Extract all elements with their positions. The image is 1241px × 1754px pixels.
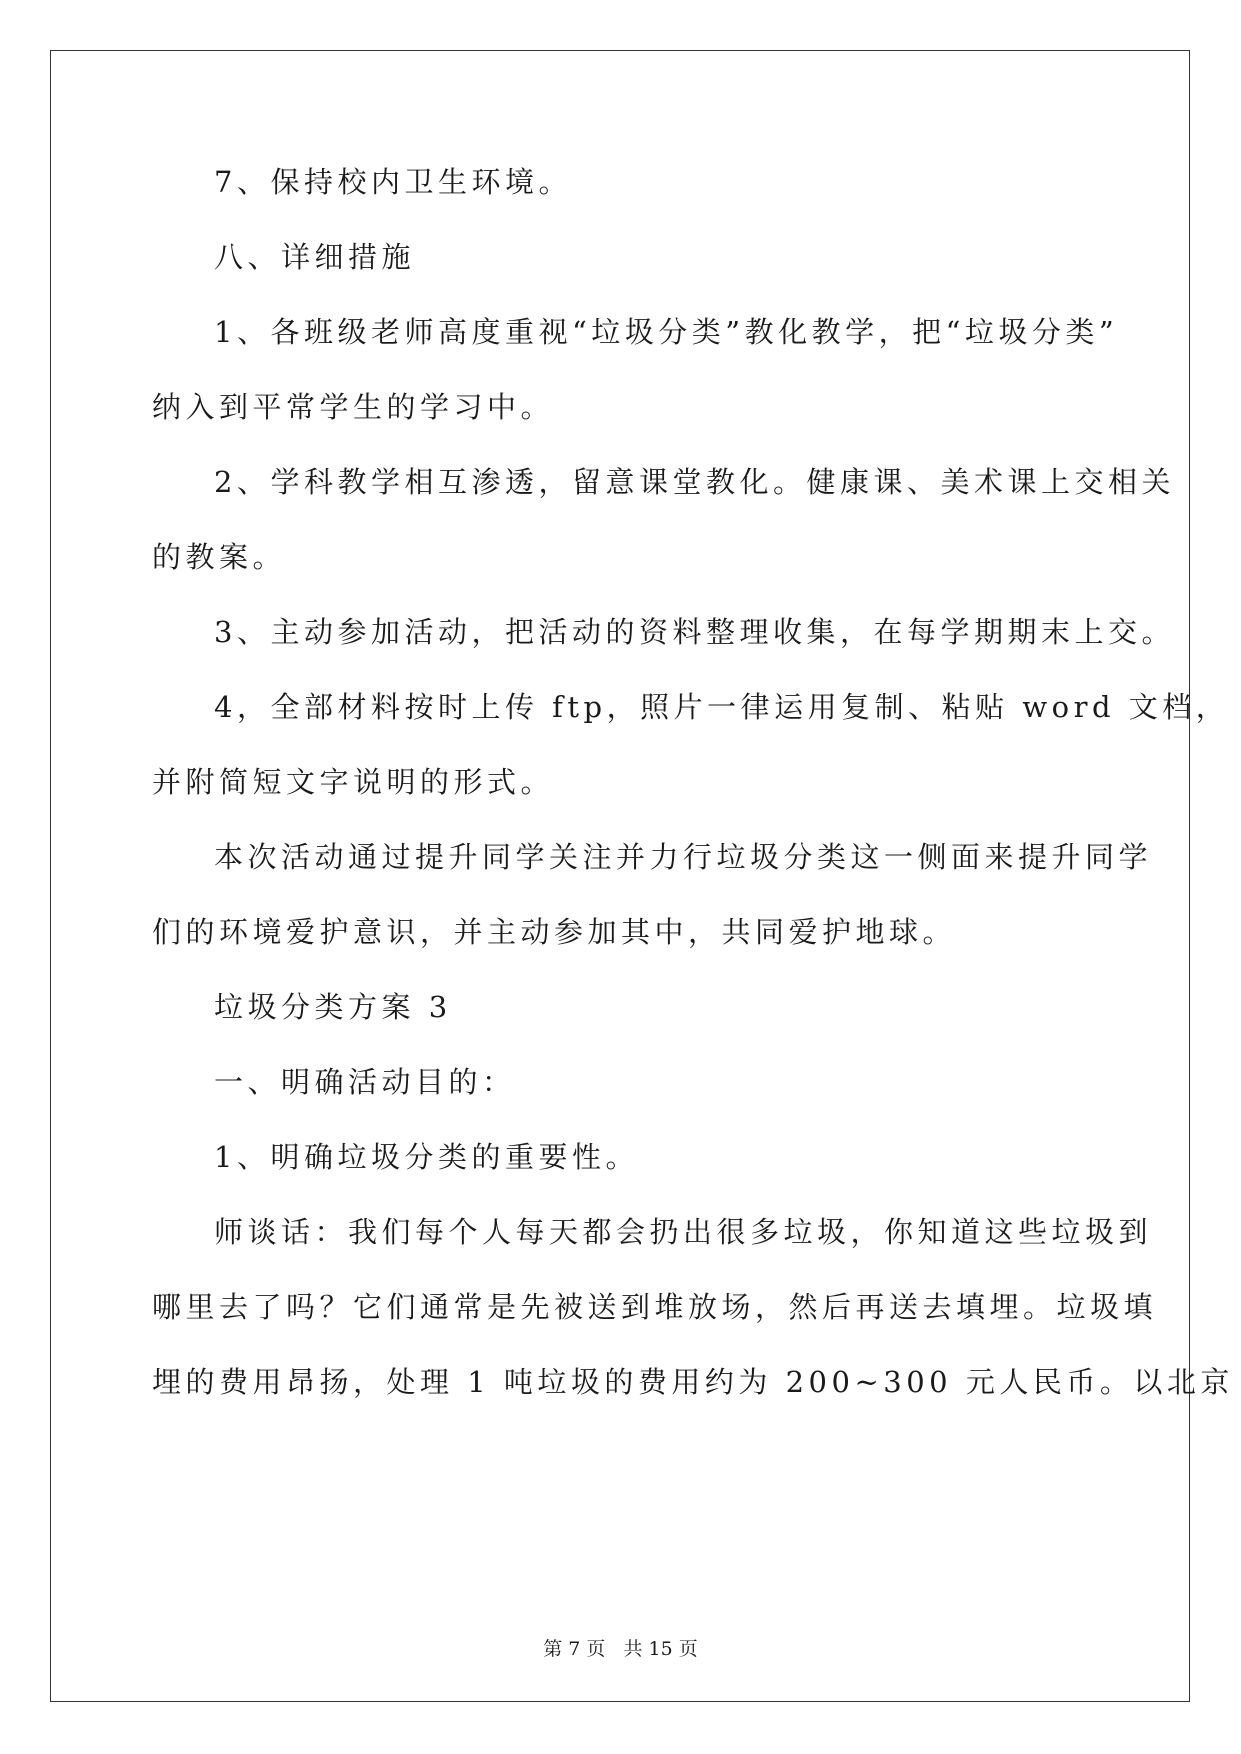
paragraph-line: 1、明确垃圾分类的重要性。	[214, 1140, 639, 1174]
paragraph-line: 1、各班级老师高度重视“垃圾分类”教化教学，把“垃圾分类”	[214, 315, 1119, 349]
paragraph-line: 埋的费用昂扬，处理 1 吨垃圾的费用约为 200~300 元人民币。以北京	[152, 1365, 1234, 1399]
paragraph-line: 7、保持校内卫生环境。	[214, 165, 572, 199]
paragraph-line: 纳入到平常学生的学习中。	[152, 390, 555, 424]
section-heading: 一、明确活动目的：	[214, 1065, 516, 1099]
section-heading: 垃圾分类方案 3	[214, 990, 452, 1024]
paragraph-line: 2、学科教学相互渗透，留意课堂教化。健康课、美术课上交相关	[214, 465, 1175, 499]
page-number-footer: 第 7 页 共 15 页	[543, 1638, 698, 1660]
section-heading: 八、详细措施	[214, 240, 416, 274]
paragraph-line: 4，全部材料按时上传 ftp，照片一律运用复制、粘贴 word 文档，	[214, 690, 1230, 724]
paragraph-line: 师谈话：我们每个人每天都会扔出很多垃圾，你知道这些垃圾到	[214, 1215, 1153, 1249]
paragraph-line: 3、主动参加活动，把活动的资料整理收集，在每学期期末上交。	[214, 615, 1175, 649]
paragraph-line: 本次活动通过提升同学关注并力行垃圾分类这一侧面来提升同学	[214, 840, 1153, 874]
page-border	[50, 50, 1190, 1702]
paragraph-line: 哪里去了吗？它们通常是先被送到堆放场，然后再送去填埋。垃圾填	[152, 1290, 1158, 1324]
paragraph-line: 并附简短文字说明的形式。	[152, 765, 555, 799]
paragraph-line: 们的环境爱护意识，并主动参加其中，共同爱护地球。	[152, 915, 957, 949]
paragraph-line: 的教案。	[152, 540, 287, 574]
